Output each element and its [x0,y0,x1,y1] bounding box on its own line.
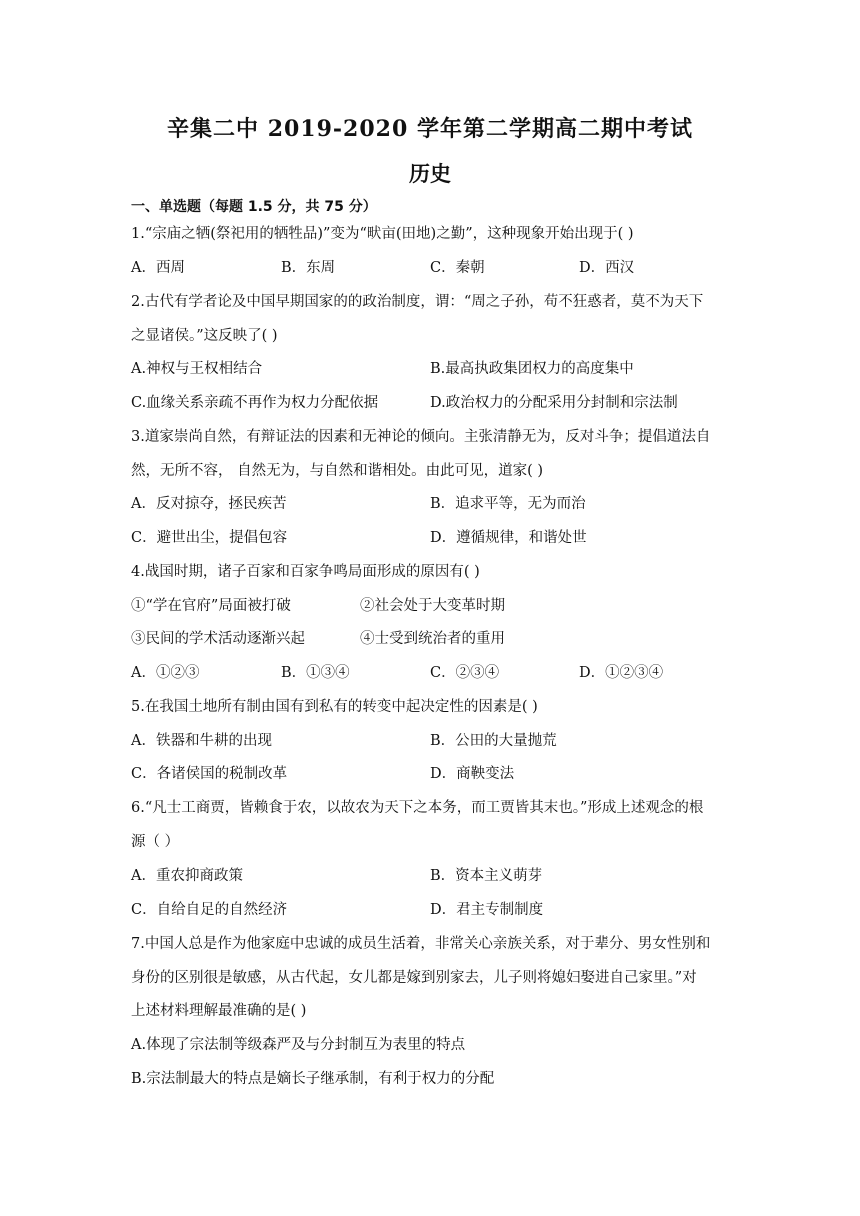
q6-option-b: B．资本主义萌芽 [430,868,543,884]
q5-option-d: D．商鞅变法 [430,766,515,782]
q3-option-c: C．避世出尘，提倡包容 [131,530,288,546]
q3-option-b: B．追求平等，无为而治 [430,496,586,512]
q4-statement-2: ②社会处于大变革时期 [360,598,505,614]
q2-option-c: C.血缘关系亲疏不再作为权力分配依据 [131,395,379,411]
question-2-stem-line1: 2.古代有学者论及中国早期国家的的政治制度，谓：“周之子孙，苟不狂惑者，莫不为天下 [131,294,704,310]
q1-option-c: C．秦朝 [430,260,485,276]
q4-statement-4: ④士受到统治者的重用 [360,631,505,647]
q4-option-d: D．①②③④ [579,665,664,681]
section-heading: 一、单选题（每题 1.5 分，共 75 分） [131,199,377,215]
q4-option-b: B．①③④ [281,665,350,681]
q1-option-a: A．西周 [131,260,185,276]
question-4-stem: 4.战国时期，诸子百家和百家争鸣局面形成的原因有( ) [131,564,480,580]
q2-option-d: D.政治权力的分配采用分封制和宗法制 [430,395,678,411]
question-7-stem-line2: 身份的区别很是敏感，从古代起，女儿都是嫁到别家去，儿子则将媳妇娶进自己家里。”对 [131,970,697,986]
q4-statement-1: ①“学在官府”局面被打破 [131,598,291,614]
question-2-stem-line2: 之显诸侯。”这反映了( ) [131,328,278,344]
question-6-stem-line1: 6.“凡士工商贾，皆赖食于农，以故农为天下之本务，而工贾皆其末也。”形成上述观念的根 [131,800,704,816]
q5-option-b: B．公田的大量抛荒 [430,733,557,749]
q6-option-a: A．重农抑商政策 [131,868,243,884]
exam-title: 辛集二中 2019-2020 学年第二学期高二期中考试 [167,116,693,142]
question-1-stem: 1.“宗庙之牺(祭祀用的牺牲品)”变为“畎亩(田地)之勤”，这种现象开始出现于( ) [131,226,634,242]
q4-option-c: C．②③④ [430,665,500,681]
q1-option-d: D．西汉 [579,260,635,276]
q7-option-b: B.宗法制最大的特点是嫡长子继承制，有利于权力的分配 [131,1071,495,1087]
q7-option-a: A.体现了宗法制等级森严及与分封制互为表里的特点 [131,1037,466,1053]
q5-option-a: A．铁器和牛耕的出现 [131,733,272,749]
question-3-stem-line2: 然，无所不容， 自然无为，与自然和谐相处。由此可见，道家( ) [131,463,544,479]
q6-option-d: D．君主专制制度 [430,902,544,918]
question-5-stem: 5.在我国土地所有制由国有到私有的转变中起决定性的因素是( ) [131,699,538,715]
q5-option-c: C．各诸侯国的税制改革 [131,766,288,782]
q4-statement-3: ③民间的学术活动逐渐兴起 [131,631,305,647]
question-3-stem-line1: 3.道家崇尚自然，有辩证法的因素和无神论的倾向。主张清静无为，反对斗争；提倡道法自 [131,429,711,445]
question-7-stem-line1: 7.中国人总是作为他家庭中忠诚的成员生活着，非常关心亲族关系，对于辈分、男女性别和 [131,936,711,952]
q3-option-a: A．反对掠夺，拯民疾苦 [131,496,287,512]
q1-option-b: B．东周 [281,260,336,276]
question-6-stem-line2: 源（ ） [131,834,180,850]
exam-subject: 历史 [409,161,451,186]
q3-option-d: D．遵循规律，和谐处世 [430,530,587,546]
q4-option-a: A．①②③ [131,665,200,681]
q2-option-a: A.神权与王权相结合 [131,361,263,377]
q2-option-b: B.最高执政集团权力的高度集中 [430,361,634,377]
q6-option-c: C．自给自足的自然经济 [131,902,288,918]
question-7-stem-line3: 上述材料理解最准确的是( ) [131,1003,307,1019]
